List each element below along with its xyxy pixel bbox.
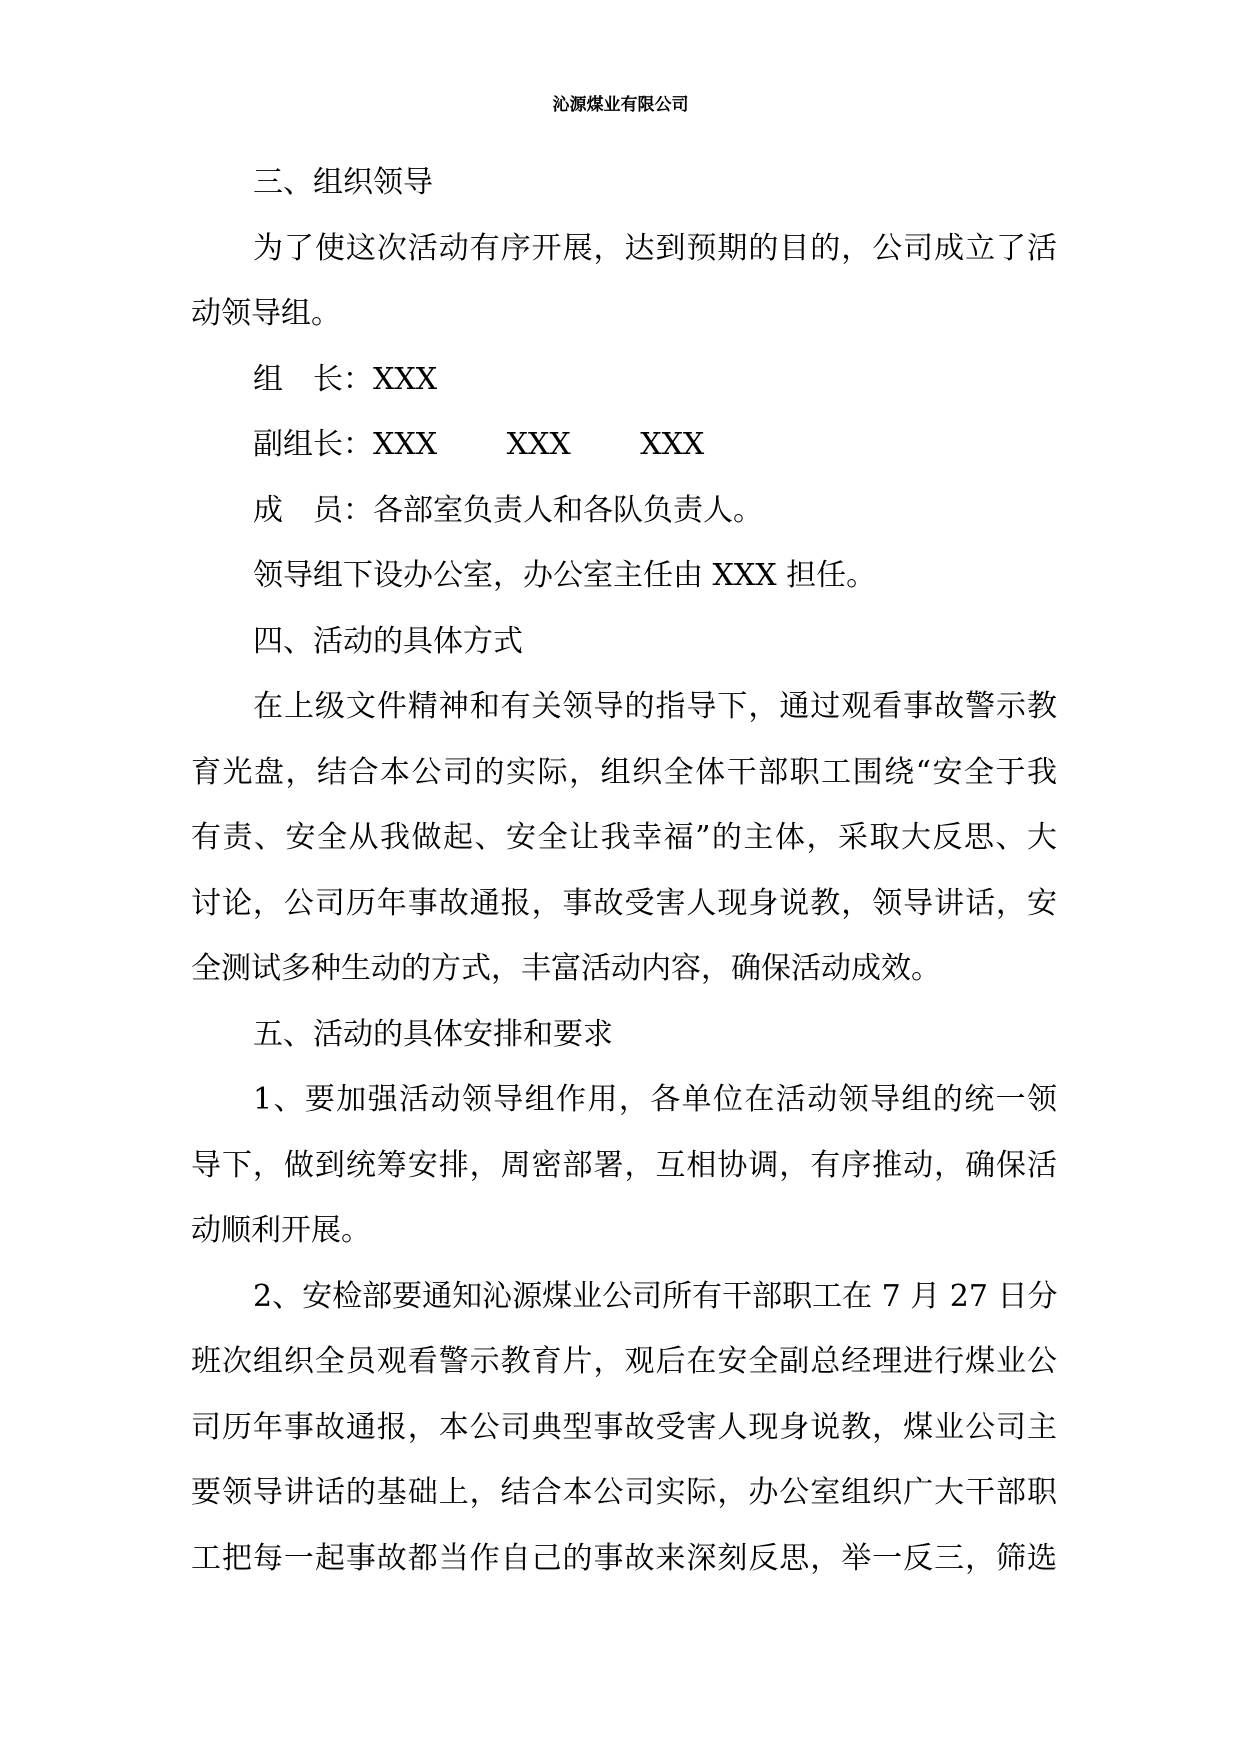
page-header-company: 沁源煤业有限公司 [552,95,689,115]
text-line: 讨论，公司历年事故通报，事故受害人现身说教，领导讲话，安 [191,885,1057,921]
text-line: 四、活动的具体方式 [253,623,523,659]
text-line: 司历年事故通报，本公司典型事故受害人现身说教，煤业公司主 [191,1409,1057,1445]
text-line: 要领导讲话的基础上，结合本公司实际，办公室组织广大干部职 [191,1475,1057,1510]
text-line: 五、活动的具体安排和要求 [253,1016,613,1052]
text-line: 动顺利开展。 [191,1213,371,1248]
text-line: 全测试多种生动的方式，丰富活动内容，确保活动成效。 [191,951,941,986]
text-line: 副组长：XXX XXX XXX [253,427,705,462]
text-line: 工把每一起事故都当作自己的事故来深刻反思，举一反三，筛选 [191,1540,1057,1576]
document-body [191,150,1057,1591]
text-line: 为了使这次活动有序开展，达到预期的目的，公司成立了活 [253,230,1057,266]
text-line: 在上级文件精神和有关领导的指导下，通过观看事故警示教 [253,689,1057,724]
text-line: 成 员：各部室负责人和各队负责人。 [253,492,763,528]
text-line: 领导组下设办公室，办公室主任由 XXX 担任。 [253,558,877,593]
text-line: 有责、安全从我做起、安全让我幸福”的主体，采取大反思、大 [191,820,1057,855]
text-line: 班次组织全员观看警示教育片，观后在安全副总经理进行煤业公 [191,1344,1057,1379]
text-line: 动领导组。 [191,296,341,331]
text-line: 三、组织领导 [253,165,433,200]
text-line: 导下，做到统筹安排，周密部署，互相协调，有序推动，确保活 [191,1147,1057,1183]
text-line: 1、要加强活动领导组作用，各单位在活动领导组的统一领 [253,1082,1057,1117]
text-line: 2、安检部要通知沁源煤业公司所有干部职工在 7 月 27 日分 [253,1278,1058,1314]
text-line: 育光盘，结合本公司的实际，组织全体干部职工围绕“安全于我 [191,754,1057,790]
text-line: 组 长：XXX [253,361,438,397]
